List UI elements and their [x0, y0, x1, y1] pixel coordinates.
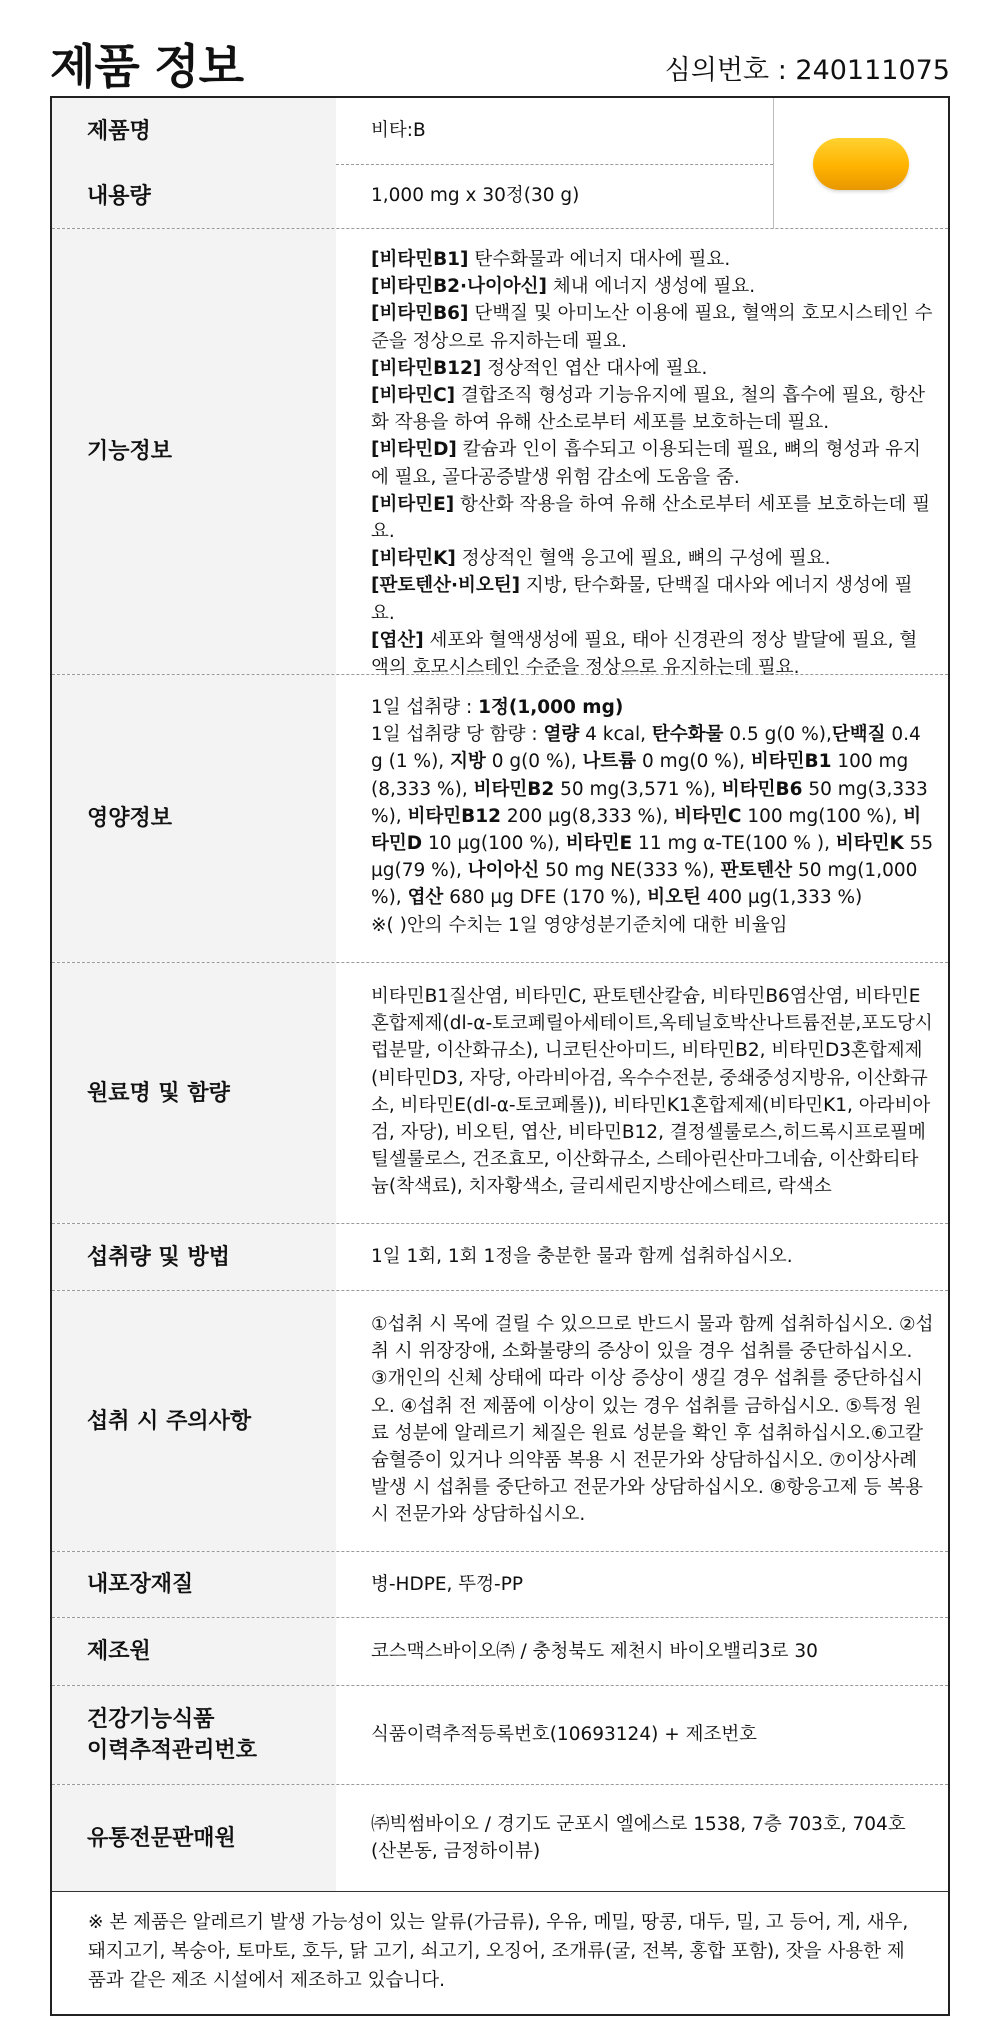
nutrient-amount: 50 mg(3,333 %),: [371, 778, 928, 827]
nutrient-name: 나이아신: [467, 860, 540, 882]
function-item-tag: [비타민B2·나이아신]: [371, 276, 548, 298]
function-item-tag: [비타민B12]: [371, 357, 482, 379]
row-nutrition: [52, 675, 948, 963]
function-item-tag: [비타민E]: [371, 493, 455, 515]
value-nutrition: [336, 675, 948, 962]
nutrient-name: 비타민B1: [750, 751, 832, 773]
label-content: 내용량: [52, 164, 336, 228]
function-item-text: 단백질 및 아미노산 이용에 필요, 혈액의 호모시스테인 수준을 정상으로 유지하는데 필요.: [371, 303, 933, 352]
value-caution: ①섭취 시 목에 걸릴 수 있으므로 반드시 물과 함께 섭취하십시오. ②섭취 시 위장장애, 소화불량의 증상이 있을 경우 섭취를 중단하십시오. ③개인의 신체 상태에 따라 이상 증상이 생길 경우 섭취를 중단하십시오. ④섭취 전 제품에 이상이 있는 경우 섭취를 금하십시오. ⑤특정 원료 성분에 알레르기 체질은 원료 성분을 확인 후 섭취하십시오.⑥고칼슘혈증이 있거나 의약품 복용 시 전문가와 상담하십시오. ⑦이상사례 발생 시 섭취를 중단하고 전문가와 상담하십시오. ⑧항응고제 등 복용 시 전문가와 상담하십시오.: [371, 1314, 934, 1526]
nutrient-amount: 50 mg(1,000 %),: [371, 860, 918, 909]
nutrient-name: 비타민B2: [473, 778, 555, 800]
function-item-text: 세포와 혈액생성에 필요, 태아 신경관의 정상 발달에 필요, 혈액의 호모시스테인 수준을 정상으로 유지하는데 필요.: [371, 629, 918, 679]
row-caution: [52, 1291, 948, 1552]
value-function: [336, 229, 948, 679]
value-ingredients: 비타민B1질산염, 비타민C, 판토텐산칼슘, 비타민B6염산염, 비타민E혼합제제(dl-α-토코페릴아세테이트,옥테닐호박산나트륨전분,포도당시럽분말, 이산화규소), 니코틴산아미드, 비타민B2, 비타민D3혼합제제(비타민D3, 자당, 아라비아검, 옥수수전분, 중쇄중성지방유, 이산화규소, 비타민E(dl-α-토코페롤)), 비타민K1혼합제제(비타민K1, 아라비아검, 자당), 비오틴, 엽산, 비타민B12, 결정셀룰로스,히드록시프로필메틸셀룰로스, 건조효모, 이산화규소, 스테아린산마그네슘, 이산화티타늄(착색료), 치자황색소, 글리세린지방산에스테르, 락색소: [371, 986, 933, 1198]
serving-label: 1일 섭취량 :: [371, 697, 479, 718]
nutrient-amount: 55 µg(79 %),: [371, 833, 934, 882]
nutrient-name: 비타민C: [674, 805, 742, 827]
nutrient-amount: 100 mg(100 %),: [741, 805, 904, 827]
function-item-text: 칼슘과 인이 흡수되고 이용되는데 필요, 뼈의 형성과 유지에 필요, 골다공증발생 위험 감소에 도움을 줌.: [371, 439, 921, 488]
nutrient-amount: 0 g(0 %),: [485, 751, 583, 773]
label-manufacturer: 제조원: [52, 1618, 336, 1685]
nutrition-text: [371, 694, 934, 939]
nutrient-name: 탄수화물: [651, 724, 724, 746]
label-packaging: 내포장재질: [52, 1552, 336, 1617]
function-list: [371, 246, 934, 681]
nutrient-name: 단백질: [831, 724, 886, 746]
label-traceability: 건강기능식품 이력추적관리번호: [52, 1686, 336, 1784]
row-intake: [52, 1224, 948, 1291]
nutrient-amount: 200 µg(8,333 %),: [501, 805, 675, 827]
function-item-tag: [엽산]: [371, 629, 424, 651]
nutrient-name: 열량: [543, 724, 580, 746]
value-manufacturer: 코스맥스바이오㈜ / 충청북도 제천시 바이오밸리3로 30: [371, 1640, 818, 1662]
nutrient-amount: 680 µg DFE (170 %),: [443, 887, 648, 909]
serving-value: 1정(1,000 mg): [478, 697, 624, 718]
label-intake: 섭취량 및 방법: [52, 1224, 336, 1290]
label-distributor: 유통전문판매원: [52, 1785, 336, 1891]
nutrient-amount: 50 mg NE(333 %),: [539, 860, 721, 882]
label-product-name: 제품명: [52, 98, 336, 164]
function-item-text: 탄수화물과 에너지 대사에 필요.: [468, 249, 731, 270]
row-function: [52, 229, 948, 679]
function-item: [371, 491, 934, 545]
function-item: [371, 273, 934, 300]
value-packaging: 병-HDPE, 뚜껑-PP: [371, 1573, 524, 1595]
function-item: [371, 627, 934, 681]
nutrient-name: 비타민B6: [721, 778, 803, 800]
label-caution: 섭취 시 주의사항: [52, 1291, 336, 1551]
header: [0, 0, 1000, 96]
function-item-text: 결합조직 형성과 기능유지에 필요, 철의 흡수에 필요, 항산화 작용을 하여 유해 산소로부터 세포를 보호하는데 필요.: [371, 385, 925, 434]
per-serving-label: 1일 섭취량 당 함량 :: [371, 724, 544, 746]
label-ingredients: 원료명 및 함량: [52, 963, 336, 1223]
function-item: [371, 300, 934, 354]
function-item: [371, 545, 934, 572]
function-item: [371, 436, 934, 490]
registration-number: 심의번호 : 240111075: [664, 55, 950, 86]
function-item: [371, 572, 934, 626]
nutrient-amount: 50 mg(3,571 %),: [554, 778, 722, 800]
nutrient-name: 비타민K: [835, 833, 904, 855]
nutrient-amount: 10 µg(100 %),: [422, 833, 566, 855]
nutrient-name: 판토텐산: [720, 860, 793, 882]
label-nutrition: 영양정보: [52, 675, 336, 962]
product-image-cell: [773, 98, 948, 229]
function-item-text: 지방, 탄수화물, 단백질 대사와 에너지 생성에 필요.: [371, 575, 913, 624]
nutrition-footnote: ※( )안의 수치는 1일 영양성분기준치에 대한 비율임: [371, 914, 788, 936]
function-item: [371, 246, 934, 273]
nutrient-amount: 400 µg(1,333 %): [700, 887, 863, 909]
row-manufacturer: [52, 1618, 948, 1686]
row-distributor: [52, 1785, 948, 1892]
function-item-tag: [비타민C]: [371, 385, 456, 407]
function-item-tag: [비타민D]: [371, 439, 457, 461]
function-item-tag: [비타민B1]: [371, 249, 469, 270]
serving-line: [371, 694, 934, 721]
function-item-text: 정상적인 엽산 대사에 필요.: [481, 357, 708, 379]
function-item-text: 정상적인 혈액 응고에 필요, 뼈의 구성에 필요.: [455, 548, 831, 570]
nutrient-name: 엽산: [407, 887, 444, 909]
row-traceability: [52, 1686, 948, 1785]
function-item-tag: [비타민B6]: [371, 303, 469, 325]
pill-image: [813, 138, 909, 190]
function-item-tag: [판토텐산·비오틴]: [371, 575, 521, 597]
nutrient-amount: 4 kcal,: [579, 724, 652, 746]
nutrient-name: 비타민B12: [407, 805, 502, 827]
value-content: 1,000 mg x 30정(30 g): [371, 185, 580, 207]
allergy-notice: ※ 본 제품은 알레르기 발생 가능성이 있는 알류(가금류), 우유, 메밀, 땅콩, 대두, 밀, 고 등어, 게, 새우, 돼지고기, 복숭아, 토마토, 호두, 닭 고기, 쇠고기, 오징어, 조개류(굴, 전복, 홍합 포함), 잣을 사용한 제품과 같은 제조 시설에서 제조하고 있습니다.: [88, 1912, 909, 1991]
nutrient-name: 나트륨: [582, 751, 637, 773]
value-traceability: 식품이력추적등록번호(10693124) + 제조번호: [371, 1724, 758, 1746]
function-item-tag: [비타민K]: [371, 548, 456, 570]
nutrient-name: 비타민D: [371, 805, 922, 855]
row-ingredients: [52, 963, 948, 1224]
nutrient-amount: 0 mg(0 %),: [636, 751, 751, 773]
value-product-name: 비타:B: [371, 120, 426, 142]
nutrient-amount: 11 mg α-TE(100 % ),: [632, 833, 836, 855]
function-item-text: 항산화 작용을 하여 유해 산소로부터 세포를 보호하는데 필요.: [371, 493, 931, 543]
nutrient-amount: 0.5 g(0 %),: [723, 724, 832, 746]
function-item-text: 체내 에너지 생성에 필요.: [547, 276, 756, 298]
nutrient-name: 비오틴: [647, 887, 701, 909]
nutrient-name: 비타민E: [565, 833, 633, 855]
page-title: 제품 정보: [50, 40, 243, 95]
value-intake: 1일 1회, 1회 1정을 충분한 물과 함께 섭취하십시오.: [371, 1246, 793, 1268]
nutrient-name: 지방: [450, 751, 486, 773]
function-item: [371, 382, 934, 436]
nutrient-amount: 100 mg (8,333 %),: [371, 751, 909, 800]
nutrient-list: [371, 721, 934, 911]
nutrient-amount: 0.4 g (1 %),: [371, 724, 921, 773]
label-function: 기능정보: [52, 229, 336, 674]
row-packaging: [52, 1552, 948, 1618]
function-item: [371, 355, 934, 382]
product-info-table: [50, 96, 950, 2016]
value-distributor: ㈜빅썸바이오 / 경기도 군포시 엘에스로 1538, 7층 703호, 704호 (산본동, 금정하이뷰): [371, 1813, 906, 1862]
